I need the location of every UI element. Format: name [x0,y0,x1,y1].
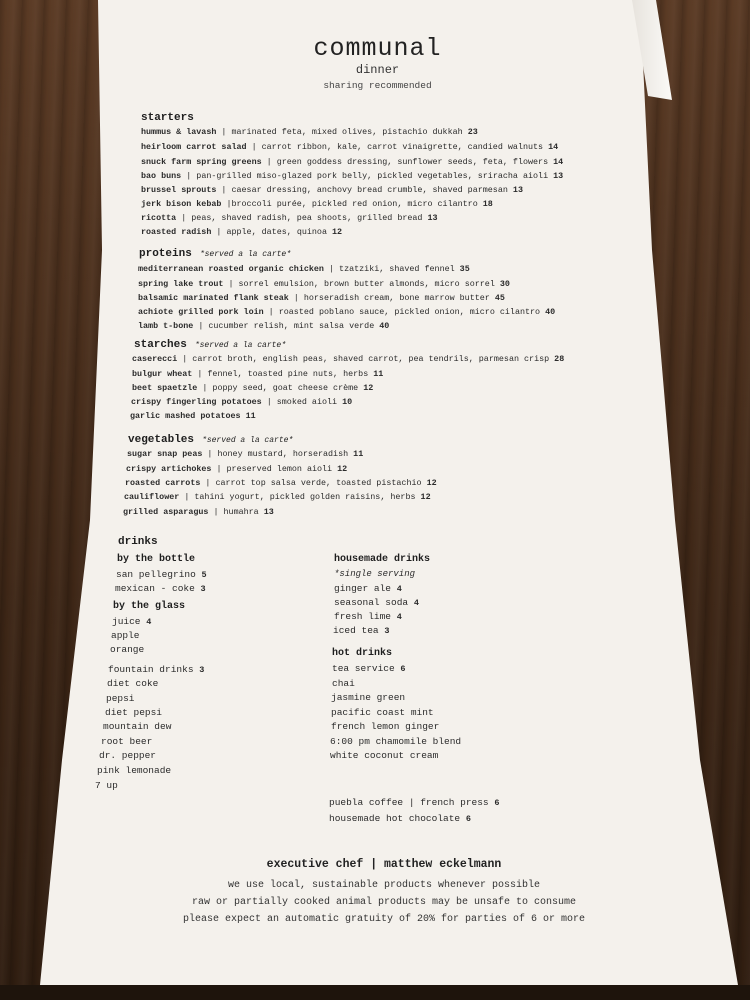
item-desc: | tahini yogurt, pickled golden raisins, herbs [179,492,421,502]
drink-item [110,644,144,655]
menu-item [141,157,563,167]
drink-price: 4 [396,584,402,594]
item-price: 11 [245,411,256,421]
drink-item [334,597,419,608]
item-name: hummus & lavash [141,127,217,137]
drink-name: diet pepsi [105,707,163,718]
menu-item [138,307,555,317]
drink-name: puebla coffee | french press [329,797,495,808]
item-price: 40 [545,307,556,317]
menu-item [123,507,274,517]
item-name: bao buns [141,171,182,181]
section-heading-starches [134,339,286,351]
item-desc: | honey mustard, horseradish [202,449,354,459]
menu-item [138,321,389,331]
drink-price: 5 [201,570,207,580]
item-name: heirloom carrot salad [141,142,247,152]
item-desc: | tzatziki, shaved fennel [323,264,460,274]
drink-item [103,721,171,732]
drink-name: french lemon ginger [331,721,440,732]
section-title: proteins [139,248,192,260]
item-name: sugar snap peas [127,449,203,459]
section-heading-drinks [118,536,158,548]
item-price: 23 [467,127,478,137]
footer-line: please expect an automatic gratuity of 20% for parties of 6 or more [182,914,586,925]
drink-item [331,721,439,732]
table-edge [0,985,750,1000]
menu-item [124,492,431,502]
menu-item [132,383,373,393]
item-desc: | horseradish cream, bone marrow butter [288,293,495,303]
item-desc: | poppy seed, goat cheese crème [197,383,364,393]
item-price: 12 [337,464,348,474]
menu-item [131,397,352,407]
menu-item [126,464,347,474]
item-desc: | humahra [208,507,264,517]
drink-price: 6 [465,814,471,824]
drink-item [112,616,151,627]
item-name: roasted radish [141,227,212,237]
item-desc: | carrot broth, english peas, shaved carrot, pea tendrils, parmesan crisp [177,354,555,364]
drink-item [334,611,402,622]
drink-item [111,630,140,641]
drink-name: 7 up [95,780,118,791]
item-price: 11 [353,449,364,459]
drink-item [95,780,118,791]
drink-price: 3 [199,665,205,675]
item-name: crispy artichokes [126,464,212,474]
item-price: 14 [553,157,564,167]
drink-name: mexican - coke [115,583,201,594]
drink-price: 4 [146,617,152,627]
drink-item [332,663,406,674]
item-desc: | smoked aioli [261,397,343,407]
housemade-note: *single serving [334,569,416,579]
item-price: 45 [494,293,505,303]
menu-subtitle: dinner [355,63,400,77]
menu-item [141,127,478,137]
drink-name: tea service [332,663,401,674]
item-name: cauliflower [124,492,180,502]
section-heading-vegetables [128,434,293,446]
drink-item [333,625,389,636]
drink-price: 4 [413,598,419,608]
drink-price: 4 [396,612,402,622]
item-desc: | green goddess dressing, sunflower seeds, feta, flowers [261,157,554,167]
drink-price: 6 [400,664,406,674]
item-desc: | marinated feta, mixed olives, pistachio dukkah [216,127,468,137]
item-name: achiote grilled pork loin [138,307,264,317]
section-note: *served a la carte* [199,250,292,259]
footer-line: raw or partially cooked animal products may be unsafe to consume [191,897,577,908]
item-desc: | preserved lemon aioli [211,464,338,474]
menu-item [141,199,493,209]
menu-tagline: sharing recommended [323,80,432,91]
menu-item [125,478,437,488]
menu-item [141,185,523,195]
item-name: brussel sprouts [141,185,217,195]
menu-item [141,142,558,152]
drinks-subheading-hot: hot drinks [332,648,393,659]
item-price: 13 [427,213,438,223]
item-name: balsamic marinated flank steak [138,293,289,303]
drink-name: fountain drinks [108,664,200,675]
drink-name: root beer [101,736,153,747]
menu-item [141,171,563,181]
item-name: beet spaetzle [132,383,198,393]
drink-item [108,664,204,675]
item-price: 35 [459,264,470,274]
drink-item [331,707,434,718]
drink-name: pacific coast mint [331,707,434,718]
drink-item [330,736,461,747]
item-desc: | carrot ribbon, kale, carrot vinaigrette, candied walnuts [246,142,549,152]
drink-item [101,736,152,747]
section-heading-starters [141,112,194,124]
item-desc: | caesar dressing, anchovy bread crumble, shaved parmesan [216,185,513,195]
drink-item [106,693,135,704]
drink-item [331,692,405,703]
item-price: 30 [499,279,510,289]
item-name: mediterranean roasted organic chicken [138,264,324,274]
item-price: 12 [420,492,431,502]
item-desc: | cucumber relish, mint salsa verde [193,321,380,331]
item-name: grilled asparagus [123,507,209,517]
drink-name: orange [110,644,145,655]
item-price: 12 [363,383,374,393]
drink-item [330,750,438,761]
menu-title: communal [313,34,442,63]
menu-item [138,293,505,303]
item-price: 40 [379,321,390,331]
drink-name: mountain dew [103,721,172,732]
item-name: spring lake trout [138,279,224,289]
drink-item [105,707,162,718]
menu-item [132,369,383,379]
item-desc: | carrot top salsa verde, toasted pistachio [200,478,427,488]
item-name: lamb t-bone [138,321,194,331]
drink-name: juice [112,616,147,627]
item-desc: | pan-grilled miso-glazed pork belly, pickled vegetables, sriracha aioli [181,171,554,181]
drink-item [116,569,207,580]
drink-name: jasmine green [331,692,406,703]
item-price: 13 [263,507,274,517]
item-desc: | roasted poblano sauce, pickled onion, micro cilantro [263,307,546,317]
menu-item [127,449,363,459]
item-desc: |broccoli purée, pickled red onion, micro cilantro [221,199,483,209]
drink-name: fresh lime [334,611,397,622]
executive-chef: executive chef | matthew eckelmann [266,858,502,871]
drink-item [99,750,156,761]
drink-name: pepsi [106,693,135,704]
item-price: 18 [482,199,493,209]
drinks-subheading-housemade: housemade drinks [334,554,431,565]
menu-item [132,354,564,364]
drink-item [332,678,355,689]
item-desc: | sorrel emulsion, brown butter almonds, micro sorrel [223,279,500,289]
section-title: starters [141,112,194,124]
drink-name: apple [111,630,140,641]
item-price: 10 [342,397,353,407]
section-title: drinks [118,536,158,548]
drink-price: 6 [494,798,500,808]
item-price: 12 [426,478,437,488]
item-price: 14 [548,142,559,152]
section-title: vegetables [128,434,195,446]
menu-item [141,213,438,223]
drink-name: chai [332,678,355,689]
drinks-subheading-glass: by the glass [113,601,186,612]
section-title: starches [134,339,187,351]
drink-name: ginger ale [334,583,397,594]
drink-name: iced tea [333,625,385,636]
drinks-subheading-bottle: by the bottle [117,554,196,565]
item-desc: | peas, shaved radish, pea shoots, grilled bread [176,213,428,223]
menu-item [141,227,342,237]
drink-name: san pellegrino [116,569,202,580]
drink-price: 3 [384,626,390,636]
drink-item [115,583,206,594]
drink-item [329,813,471,824]
item-name: roasted carrots [125,478,201,488]
item-price: 12 [332,227,343,237]
item-price: 11 [373,369,384,379]
item-desc: | apple, dates, quinoa [211,227,332,237]
item-price: 13 [512,185,523,195]
item-price: 28 [554,354,565,364]
section-note: *served a la carte* [202,436,294,445]
drink-name: dr. pepper [99,750,157,761]
drink-name: diet coke [107,678,159,689]
item-name: crispy fingerling potatoes [131,397,262,407]
footer-line: we use local, sustainable products whenever possible [227,880,541,891]
drink-name: seasonal soda [334,597,414,608]
item-name: garlic mashed potatoes [130,411,241,421]
section-note: *served a la carte* [194,341,287,350]
menu-item [138,279,510,289]
section-heading-proteins [139,248,291,260]
drink-item [107,678,158,689]
drink-name: white coconut cream [330,750,439,761]
drink-item [97,765,171,776]
drink-name: pink lemonade [97,765,172,776]
drink-name: housemade hot chocolate [329,813,466,824]
item-price: 13 [553,171,564,181]
drink-item [334,583,402,594]
menu-item [138,264,470,274]
item-desc: | fennel, toasted pine nuts, herbs [192,369,374,379]
drink-item [329,797,499,808]
item-name: bulgur wheat [132,369,193,379]
item-name: ricotta [141,213,177,223]
menu-item [130,411,256,421]
item-name: jerk bison kebab [141,199,222,209]
item-name: caserecci [132,354,178,364]
drink-name: 6:00 pm chamomile blend [330,736,462,747]
item-name: snuck farm spring greens [141,157,262,167]
drink-price: 3 [200,584,206,594]
